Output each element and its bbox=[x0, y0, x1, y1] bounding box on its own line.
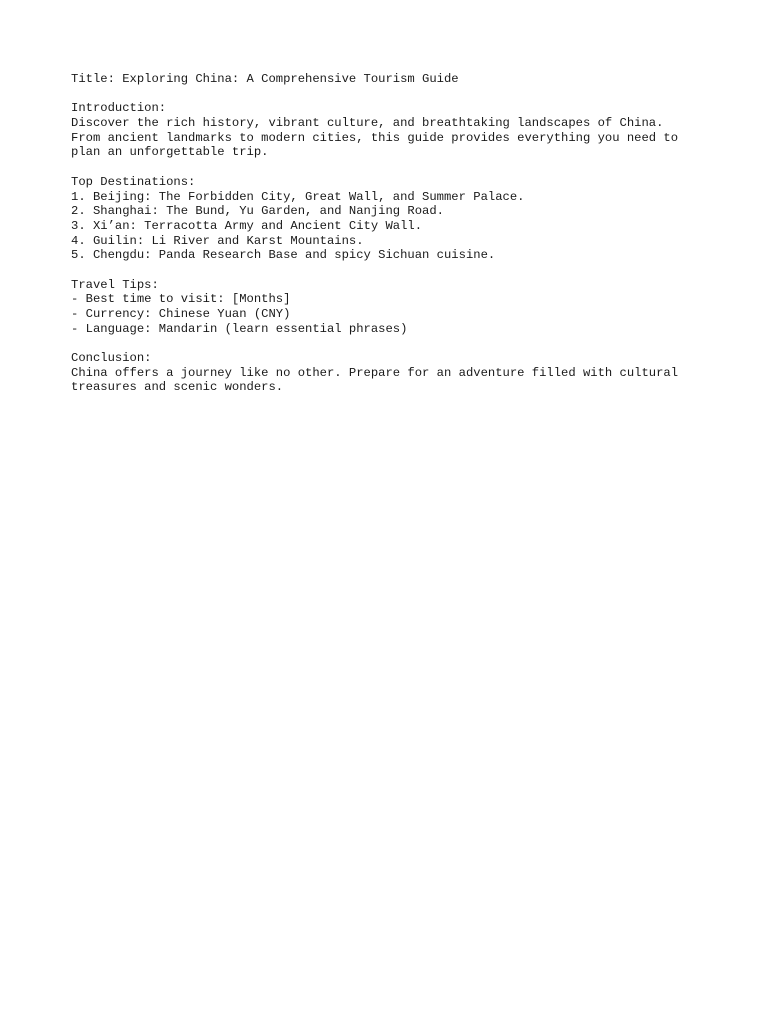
destination-item: 2. Shanghai: The Bund, Yu Garden, and Nanjing Road. bbox=[71, 204, 444, 219]
tips-heading: Travel Tips: bbox=[71, 277, 159, 292]
destination-item: 4. Guilin: Li River and Karst Mountains. bbox=[71, 233, 364, 248]
introduction-line: Discover the rich history, vibrant culture, and breathtaking landscapes of China. bbox=[71, 116, 664, 131]
section-spacer bbox=[71, 160, 731, 175]
conclusion-heading: Conclusion: bbox=[71, 351, 152, 366]
tip-item: - Language: Mandarin (learn essential phrases) bbox=[71, 321, 408, 336]
introduction-heading: Introduction: bbox=[71, 101, 167, 116]
introduction-line: plan an unforgettable trip. bbox=[71, 145, 269, 160]
introduction-line: From ancient landmarks to modern cities, this guide provides everything you need to bbox=[71, 130, 679, 145]
destination-item: 5. Chengdu: Panda Research Base and spicy Sichuan cuisine. bbox=[71, 248, 496, 263]
document-title: Title: Exploring China: A Comprehensive Tourism Guide bbox=[71, 72, 459, 86]
destination-item: 1. Beijing: The Forbidden City, Great Wall, and Summer Palace. bbox=[71, 189, 525, 204]
conclusion-line: China offers a journey like no other. Prepare for an adventure filled with cultural bbox=[71, 365, 679, 380]
tip-item: - Currency: Chinese Yuan (CNY) bbox=[71, 307, 291, 321]
conclusion-line: treasures and scenic wonders. bbox=[71, 380, 284, 395]
destination-item: 3. Xi’an: Terracotta Army and Ancient City Wall. bbox=[71, 218, 423, 233]
document-page bbox=[71, 72, 731, 395]
destinations-heading: Top Destinations: bbox=[71, 174, 196, 189]
tip-item: - Best time to visit: [Months] bbox=[71, 292, 291, 307]
section-spacer bbox=[71, 87, 731, 102]
section-spacer bbox=[71, 336, 731, 351]
section-spacer bbox=[71, 263, 731, 278]
